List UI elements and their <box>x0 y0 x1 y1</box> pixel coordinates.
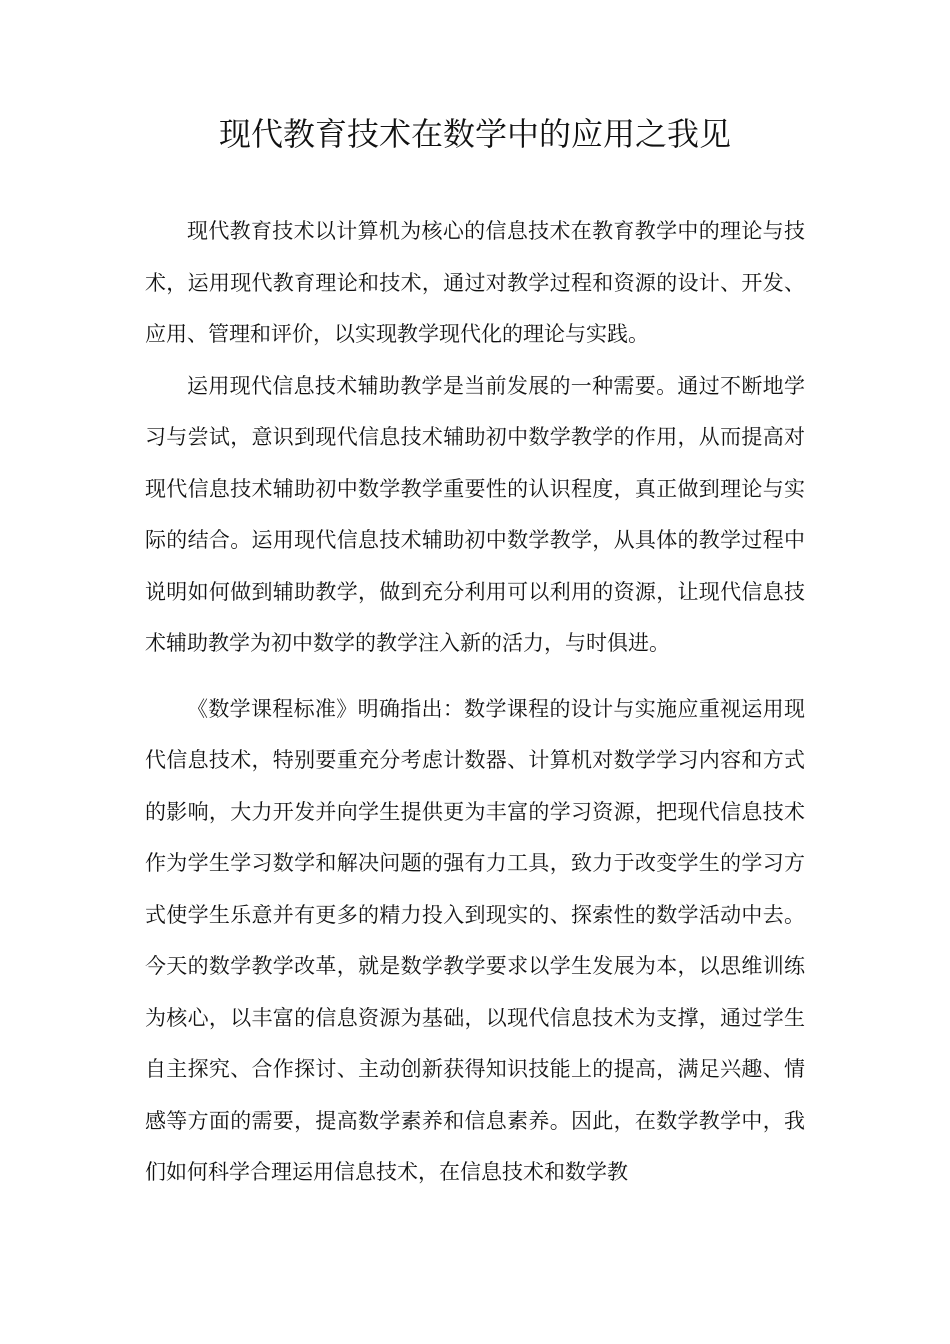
document-body <box>145 206 805 1199</box>
document-title: 现代教育技术在数学中的应用之我见 <box>218 115 731 153</box>
paragraph-1: 现代教育技术以计算机为核心的信息技术在教育教学中的理论与技术，运用现代教育理论和技术，通过对教学过程和资源的设计、开发、应用、管理和评价，以实现教学现代化的理论与实践。 <box>145 219 805 346</box>
paragraph-2: 运用现代信息技术辅助教学是当前发展的一种需要。通过不断地学习与尝试，意识到现代信息技术辅助初中数学教学的作用，从而提高对现代信息技术辅助初中数学教学重要性的认识程度，真正做到理论与实际的结合。运用现代信息技术辅助初中数学教学，从具体的教学过程中说明如何做到辅助教学，做到充分利用可以利用的资源，让现代信息技术辅助教学为初中数学的教学注入新的活力，与时俱进。 <box>145 373 805 655</box>
paragraph-3: 《数学课程标准》明确指出：数学课程的设计与实施应重视运用现代信息技术，特别要重充分考虑计数器、计算机对数学学习内容和方式的影响，大力开发并向学生提供更为丰富的学习资源，把现代信息技术作为学生学习数学和解决问题的强有力工具，致力于改变学生的学习方式使学生乐意并有更多的精力投入到现实的、探索性的数学活动中去。今天的数学教学改革，就是数学教学要求以学生发展为本，以思维训练为核心，以丰富的信息资源为基础，以现代信息技术为支撑，通过学生自主探究、合作探讨、主动创新获得知识技能上的提高，满足兴趣、情感等方面的需要，提高数学素养和信息素养。因此，在数学教学中，我们如何科学合理运用信息技术，在信息技术和数学教 <box>145 696 805 1184</box>
